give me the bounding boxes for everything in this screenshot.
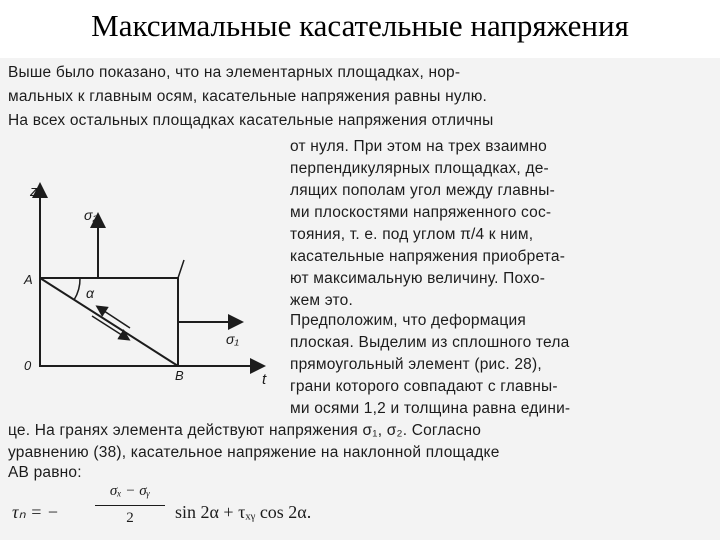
origin-label: 0 [24,358,32,373]
slide-title: Максимальные касательные напряжения [91,8,629,43]
formula-denominator: 2 [126,510,134,526]
right-line-10: плоская. Выделим из сплошного тела [290,334,570,351]
point-a-label: A [24,272,33,287]
formula-fraction-bar [95,505,165,506]
sigma1-label: σ₁ [226,331,239,347]
right-line-11: прямоугольный элемент (рис. 28), [290,356,542,373]
right-line-8: жем это. [290,292,353,309]
text-line-3: На всех остальных площадках касательные напряжения отличны [8,112,494,129]
angle-arc [74,278,80,300]
bottom-line-2: уравнению (38), касательное напряжение на наклонной площадке [8,444,500,461]
bottom-line-1: це. На гранях элемента действуют напряжения σ₁, σ₂. Согласно [8,422,482,439]
formula-rhs: sin 2α + τₓᵧ cos 2α. [175,502,312,522]
angle-label: α [86,285,94,301]
bottom-line-3: AB равно: [8,464,82,481]
corner-tick [178,260,184,278]
inclined-plane-ab [40,278,178,366]
right-line-1: от нуля. При этом на трех взаимно [290,138,547,155]
right-line-3: лящих пополам угол между главны- [290,182,555,199]
formula-numerator: σₓ − σᵧ [109,483,151,499]
right-line-13: ми осями 1,2 и толщина равна едини- [290,400,571,417]
right-line-12: грани которого совпадают с главны- [290,378,558,395]
z-axis-label: z [30,183,38,200]
right-line-2: перпендикулярных площадках, де- [290,160,549,177]
shear-arrow-down [92,316,128,339]
right-line-7: ют максимальную величину. Похо- [290,270,546,287]
text-line-1: Выше было показано, что на элементарных площадках, нор- [8,64,461,81]
right-line-6: касательные напряжения приобрета- [290,248,566,265]
right-line-5: тояния, т. е. под углом π/4 к ним, [290,226,534,243]
t-axis-label: t [262,371,267,388]
element-diagram [0,138,290,408]
right-line-4: ми плоскостями напряженного сос- [290,204,552,221]
sigma2-label: σ₂ [84,207,98,223]
text-line-2: мальных к главным осям, касательные напряжения равны нулю. [8,88,488,105]
formula-lhs: τₙ = − [12,502,59,522]
right-line-9: Предположим, что деформация [290,312,526,329]
point-b-label: B [175,368,184,383]
